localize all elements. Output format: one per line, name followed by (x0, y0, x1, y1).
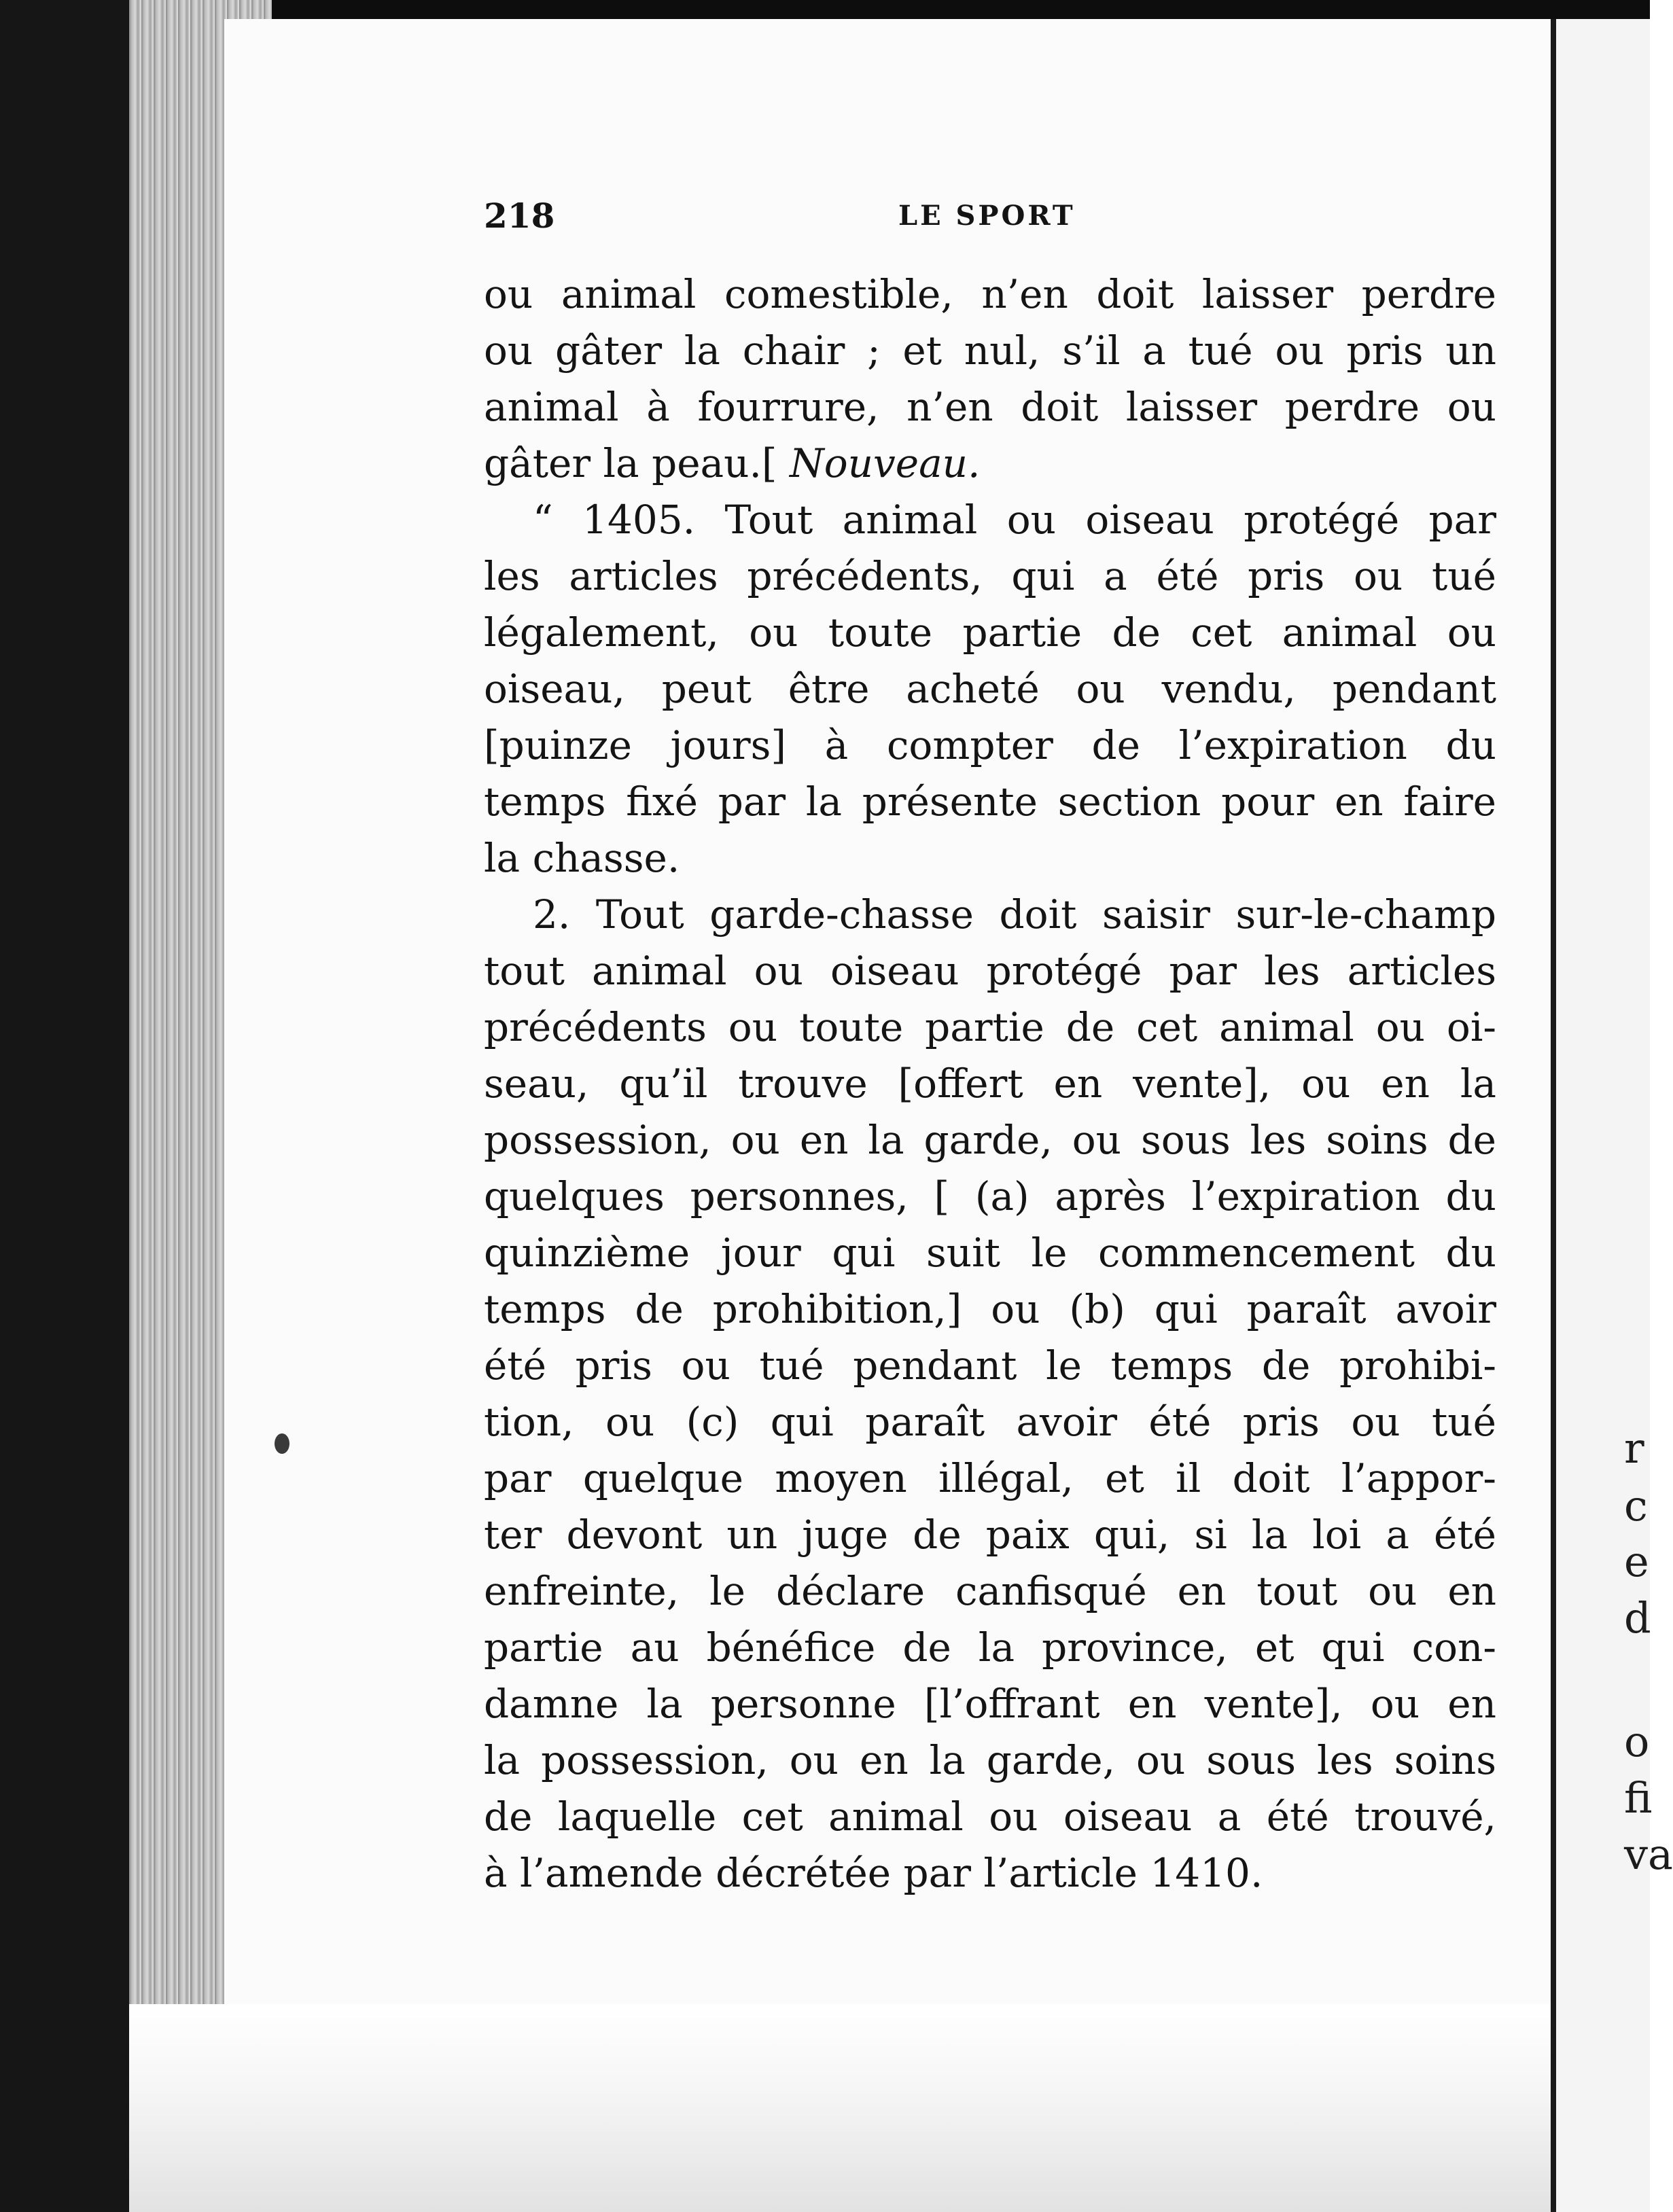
text-line: de laquelle cet animal ou oiseau a été trouvé, (484, 1794, 1496, 1840)
facing-page (1556, 19, 1653, 2212)
text-line: ou gâter la chair ; et nul, s’il a tué ou pris un (484, 327, 1496, 374)
text-line: enfreinte, le déclare canfisqué en tout ou en (484, 1568, 1496, 1614)
text-line: temps de prohibition,] ou (b) qui paraît avoir (484, 1286, 1496, 1332)
text-line: 2. Tout garde-chasse doit saisir sur-le-champ (533, 891, 1496, 938)
running-title: LE SPORT (898, 200, 1076, 232)
running-head (484, 192, 1517, 239)
facing-page-fragment: d (1624, 1593, 1651, 1643)
text-line: été pris ou tué pendant le temps de prohibi- (484, 1342, 1496, 1389)
text-line: la chasse. (484, 835, 680, 881)
text-line: possession, ou en la garde, ou sous les soins de (484, 1117, 1496, 1163)
text-line: [puinze jours] à compter de l’expiration du (484, 722, 1496, 768)
scan-border-left (0, 0, 129, 2212)
text-line: damne la personne [l’offrant en vente], ou en (484, 1681, 1496, 1727)
text-line: temps fixé par la présente section pour en faire (484, 779, 1496, 825)
gutter-line (1551, 19, 1556, 2212)
text-line: ter devont un juge de paix qui, si la loi a été (484, 1512, 1496, 1558)
page-bottom-shadow (129, 2004, 1590, 2212)
text-line: quinzième jour qui suit le commencement du (484, 1230, 1496, 1276)
text-line: ou animal comestible, n’en doit laisser perdre (484, 271, 1496, 317)
text-line: tion, ou (c) qui paraît avoir été pris ou tué (484, 1399, 1496, 1445)
text-line: quelques personnes, [ (a) après l’expiration du (484, 1173, 1496, 1219)
text-line: “ 1405. Tout animal ou oiseau protégé par (533, 497, 1496, 543)
facing-page-fragment: fi (1624, 1773, 1653, 1823)
facing-page-fragment: o (1624, 1717, 1650, 1766)
text-line: précédents ou toute partie de cet animal ou oi- (484, 1004, 1496, 1050)
text-line: par quelque moyen illégal, et il doit l’appor- (484, 1455, 1496, 1501)
ink-speck (275, 1433, 289, 1454)
facing-page-fragment: c (1624, 1481, 1648, 1531)
text-line: les articles précédents, qui a été pris ou tué (484, 553, 1496, 599)
text-line-roman: gâter la peau.[ (484, 440, 790, 486)
page-number: 218 (484, 196, 555, 236)
text-line: légalement, ou toute partie de cet animal ou (484, 609, 1496, 656)
facing-page-fragment: e (1624, 1537, 1649, 1586)
text-line (484, 435, 1496, 492)
facing-page-fragment: r (1624, 1423, 1644, 1473)
text-line: tout animal ou oiseau protégé par les articles (484, 948, 1496, 994)
text-line-italic: Nouveau. (789, 440, 981, 486)
text-line: seau, qu’il trouve [offert en vente], ou en la (484, 1060, 1496, 1107)
text-line: à l’amende décrétée par l’article 1410. (484, 1850, 1263, 1896)
facing-page-fragment: va (1624, 1830, 1673, 1879)
text-line: partie au bénéfice de la province, et qui con- (484, 1624, 1496, 1671)
text-line: animal à fourrure, n’en doit laisser perdre ou (484, 384, 1496, 430)
text-line: la possession, ou en la garde, ou sous les soins (484, 1737, 1496, 1783)
text-line: oiseau, peut être acheté ou vendu, pendant (484, 666, 1496, 712)
body-text (484, 266, 1496, 1902)
